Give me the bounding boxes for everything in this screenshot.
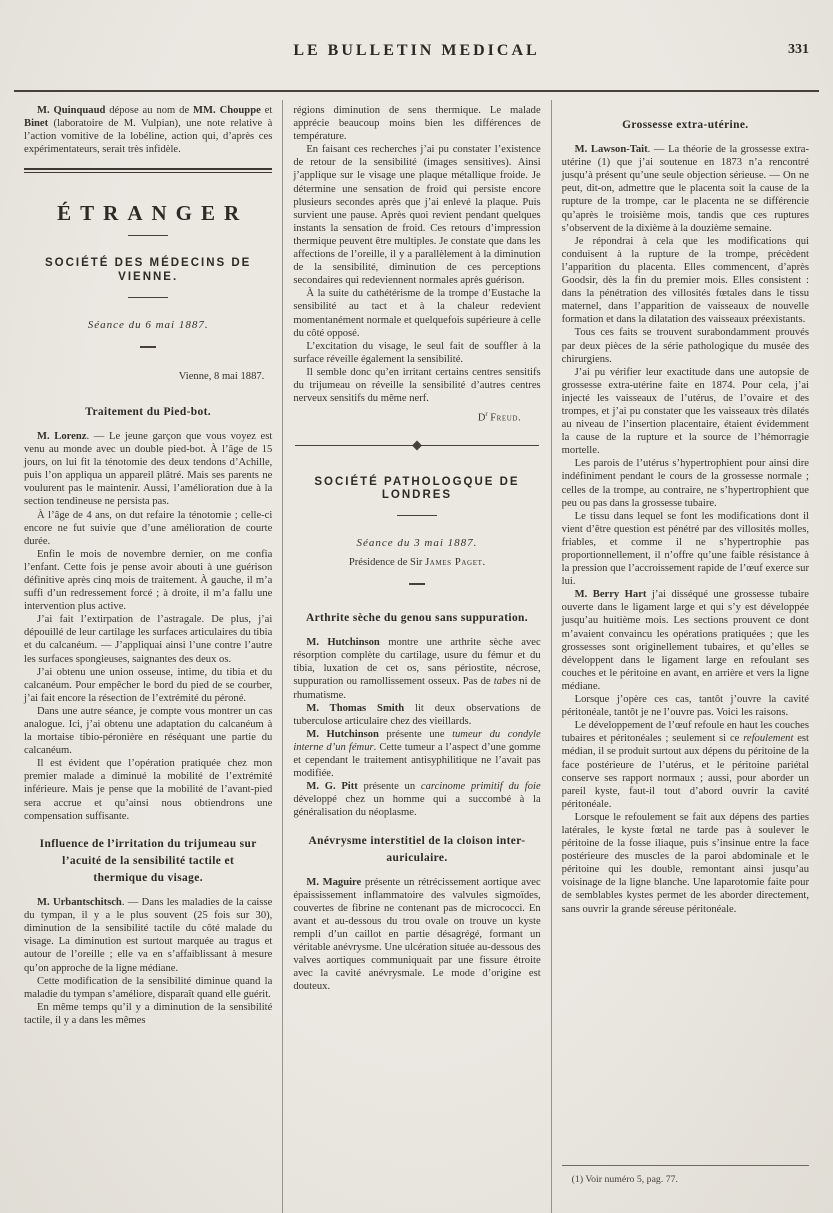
session-date: Séance du 6 mai 1887.	[87, 318, 209, 331]
paragraph: J’ai pu vérifier leur exactitude dans une autopsie de grossesse extra-utérine faite en 1874. Pour cela, j’ai injecté les vaisseaux de l’utérus, de l’ovaire et des trompes, et j’ai pu constater que les vaisseaux très dilatés au niveau de l’insertion placentaire, étaient évidemment la cause de la rupture et la source de l’hémorragie mortelle.	[561, 366, 809, 457]
paragraph: M. Maguire présente un rétrécissement aortique avec épaississement inflammatoire des valvules sigmoïdes, couvertes de fibrine ne contenant pas de micrococci. En avant et au-dessous du trou ovale on trouve un kyste rempli d’un caillot en partie désagrégé, formant un véritable anévrysme. Une ulcération située au-dessous des valves aortiques communiquait par une fissure étroite avec la cavité anévrysmale. Le mode d’origine est douteux.	[293, 876, 541, 993]
session-date: Séance du 3 mai 1887.	[356, 536, 478, 549]
journal-title: LE BULLETIN MEDICAL	[293, 42, 540, 59]
column-left	[14, 100, 282, 1213]
paragraph: Dans une autre séance, je compte vous montrer un cas analogue. Ici, j’ai obtenu une adaptation du calcanéum à la mortaise tibio-péronière en réséquant une partie du calcanéum.	[24, 705, 273, 757]
society-heading: SOCIÉTÉ DES MÉDECINS DE VIENNE.	[44, 257, 252, 283]
article-heading: Anévrysme interstitiel de la cloison inter-auriculaire.	[308, 834, 526, 864]
article-heading: Traitement du Pied-bot.	[85, 405, 212, 418]
paragraph: M. Lorenz. — Le jeune garçon que vous voyez est venu au monde avec un double pied-bot. À l’âge de 15 jours, on lui fit la ténotomie des deux tendons d’Achille, puis l’on appliqua un appareil plâtré. Mais ses parents ne voulurent pas le maintenir. Aussi, l’amélioration due à la section tendineuse ne persista pas.	[24, 430, 273, 508]
article-heading: Influence de l’irritation du trijumeau sur l’acuité de la sensibilité tactile et thermique du visage.	[39, 837, 257, 884]
column-right	[551, 100, 819, 1213]
dash-divider	[409, 583, 425, 585]
paragraph: Les parois de l’utérus s’hypertrophient pour ainsi dire indéfiniment pendant le cours de la grossesse normale ; celles de la trompe, au contraire, ne s’hypertrophient que peu ou pas dans la grossesse tubaire.	[561, 458, 809, 509]
paragraph: M. G. Pitt présente un carcinome primitif du foie développé chez un homme qui a succombé à la généralisation du néoplasme.	[293, 781, 541, 819]
paragraph: Il semble donc qu’en irritant certains centres sensitifs du trijumeau on réveille la sensibilité d’autres centres nerveux sensitifs du même nerf.	[293, 366, 541, 405]
article-heading: Grossesse extra-utérine.	[622, 119, 749, 131]
masthead	[0, 0, 833, 82]
paragraph: M. Hutchinson montre une arthrite sèche avec résorption complète du cartilage, usure du fémur et du tibia, luxation de cet os, sans périostite, nécrose, suppuration ou ramollissement osseux. Pas de tabes ni de rhumatisme.	[293, 637, 541, 701]
paragraph: Je répondrai à cela que les modifications qui conduisent à la rupture de la trompe, précèdent l’apparition du placenta. Elles commencent, d’après Goodsir, dès la fin du premier mois. Elles consistent : dans la pénétration des villosités fœtales dans le tissu maternel, dans l’apparition de vaisseaux de nouvelle formation et dans la dilatation des vaisseaux préexistants.	[561, 235, 809, 326]
paragraph: Tous ces faits se trouvent surabondamment prouvés par deux pièces de la série pathologique du musée des chirurgiens.	[561, 327, 809, 365]
paragraph: En faisant ces recherches j’ai pu constater l’existence de retour de la sensibilité (images sensitives). Ainsi j’applique sur le visage une plaque métallique froide. Je détermine une sensation de froid qui persiste encore plusieurs secondes après que j’ai enlevé la plaque. Puis survient une pause. Après quoi revient pendant quelques instants la sensation de froid. Ces retours d’impression thermique peuvent être multiples. Je constate que dans les affections de l’oreille, il y a parallèlement à la diminution de la sensibilité, diminution de ces perceptions secondaires qui redeviennent normales après guérison.	[293, 144, 541, 287]
dash-divider	[140, 346, 156, 348]
paragraph: M. Urbantschitsch. — Dans les maladies de la caisse du tympan, il y a le plus souvent (25 fois sur 30), diminution de la sensibilité tactile du côté malade du visage. La diminution est surtout marquée au tragus et autour de l’oreille ; elle va en s’affaiblissant à mesure qu’on approche de la ligne médiane.	[24, 897, 273, 974]
diamond-ornament	[295, 441, 538, 450]
society-heading: SOCIÉTÉ PATHOLOGQUE DE LONDRES	[314, 475, 520, 501]
paragraph: M. Thomas Smith lit deux observations de tuberculose articulaire chez des vieillards.	[293, 702, 541, 727]
paragraph: Il est évident que l’opération pratiquée chez mon premier malade a diminué la mobilité de l’extrémité inférieure. Mais je pense que la mobilité de l’avant-pied sera accrue et qu’ainsi nous obtiendrons une compensation suffisante.	[24, 758, 273, 822]
column-center	[282, 100, 550, 1213]
paragraph: Le tissu dans lequel se font les modifications dont il vient d’être question est pénétré par des villosités molles, friables, et comme il ne s’hypertrophie pas proportionnellement, il n’offre qu’une faible résistance à la pression que l’accroissement rapide de l’œuf exerce sur lui.	[561, 510, 809, 588]
paragraph: M. Hutchinson présente une tumeur du condyle interne d’un fémur. Cette tumeur a l’aspect d’une gomme et cependant le traitement antisyphilitique ne l’avait pas modifiée.	[293, 728, 541, 780]
dateline: Vienne, 8 mai 1887.	[178, 370, 265, 382]
double-rule	[24, 168, 272, 173]
paragraph: Cette modification de la sensibilité diminue quand la maladie du tympan s’améliore, disparaît quand elle guérit.	[24, 975, 273, 1000]
presidence-line: Présidence de Sir James Paget.	[348, 557, 486, 568]
paragraph: Lorsque j’opère ces cas, tantôt j’ouvre la cavité péritonéale, tantôt je ne l’ouvre pas. Voici les raisons.	[561, 694, 809, 719]
paragraph: J’ai fait l’extirpation de l’astragale. De plus, j’ai dépouillé de leur cartilage les surfaces articulaires du tibia et du calcanéum. — J’appliquai ainsi l’une contre l’autre les surfaces spongieuses, saignantes des deux os.	[24, 614, 273, 665]
paragraph: À l’âge de 4 ans, on dut refaire la ténotomie ; celle-ci encore ne fut suivie que d’une amélioration de courte durée.	[24, 509, 273, 547]
paragraph: M. Berry Hart j’ai disséqué une grossesse tubaire ouverte dans le ligament large et qui s’y est développée jusqu’au huitième mois. Les sections prouvent ce dont m’avaient convaincu les opérations pratiquées ; que les grossesses sont originellement tubaires, et qu’elles se développent dans le ligament large en refoulant ses couches et le péritoine en avant, en arrière et vers la ligne médiane.	[561, 589, 809, 692]
section-title: ÉTRANGER	[57, 201, 249, 226]
article-heading: Arthrite sèche du genou sans suppuration.	[305, 612, 529, 625]
paragraph: L’excitation du visage, le seul fait de souffler à la surface réveille également la sensibilité.	[293, 340, 541, 365]
author-signature: $D^r$ Freud.	[477, 411, 521, 424]
paragraph: À la suite du cathétérisme de la trompe d’Eustache la sensibilité au tact et à la chaleur redevient momentanément normale et quelquefois supérieure à celle du côté opposé.	[293, 288, 541, 339]
page-content	[0, 92, 833, 1213]
paragraph: Le développement de l’œuf refoule en haut les couches tubaires et péritonéales ; seulement si ce refoulement est médian, il se produit surtout aux dépens du péritoine de la face postérieure de l’utérus, et le péritoine pariétal conserve ses rapport normaux ; aussi, pour aborder un pareil kyste, faut-il tout d’abord ouvrir la cavité péritonéale.	[561, 720, 810, 810]
small-rule	[128, 235, 168, 236]
paragraph: Lorsque le refoulement se fait aux dépens des parties latérales, le kyste fœtal ne tarde pas à soulever le péritoine de la fosse iliaque, puis s’insinue entre la face postérieure des muscles de la paroi abdominale et le péritoine qui les double, remontant ainsi jusqu’au voisinage de la ligne blanche. Une laparotomie faite pour de semblables kystes permet de les aborder directement, sans ouvrir la grande séreuse péritonéale.	[561, 811, 809, 915]
paragraph: M. Quinquaud dépose au nom de MM. Chouppe et Binet (laboratoire de M. Vulpian), une note relative à l’action vomitive de la lobéline, action qui, d’après ces expérimentateurs, serait très infidèle.	[24, 105, 273, 156]
paragraph: J’ai obtenu une union osseuse, intime, du tibia et du calcanéum. Pour empêcher le bord du pied de se courber, j’ai fait encore la résection de l’extrémité du péroné.	[24, 666, 273, 704]
paragraph: En même temps qu’il y a diminution de la sensibilité tactile, il y a dans les mêmes	[24, 1001, 273, 1026]
small-rule	[128, 297, 168, 298]
paragraph: régions diminution de sens thermique. Le malade apprécie beaucoup moins bien les différences de température.	[293, 105, 541, 143]
paragraph: M. Lawson-Tait. — La théorie de la grossesse extra-utérine (1) que j’ai soutenue en 1873 n’a rencontré jusqu’à présent qu’une seule objection sérieuse. — On ne peut, dit-on, admettre que le placenta soit la cause de la rupture de la trompe, car le placenta ne se différencie qu’après le troisième mois, tandis que ces ruptures s’observent de la dixième à la douzième semaine.	[561, 144, 809, 234]
footnote: (1) Voir numéro 5, pag. 77.	[562, 1165, 809, 1186]
paragraph: Enfin le mois de novembre dernier, on me confia l’enfant. Cette fois je pense avoir abouti à une guérison définitive après cinq mois de traitement. À gauche, il m’a suffi d’un redressement forcé ; à droite, il m’a fallu une intervention plus active.	[24, 548, 273, 613]
small-rule	[397, 515, 437, 516]
page-number: 331	[788, 42, 809, 57]
